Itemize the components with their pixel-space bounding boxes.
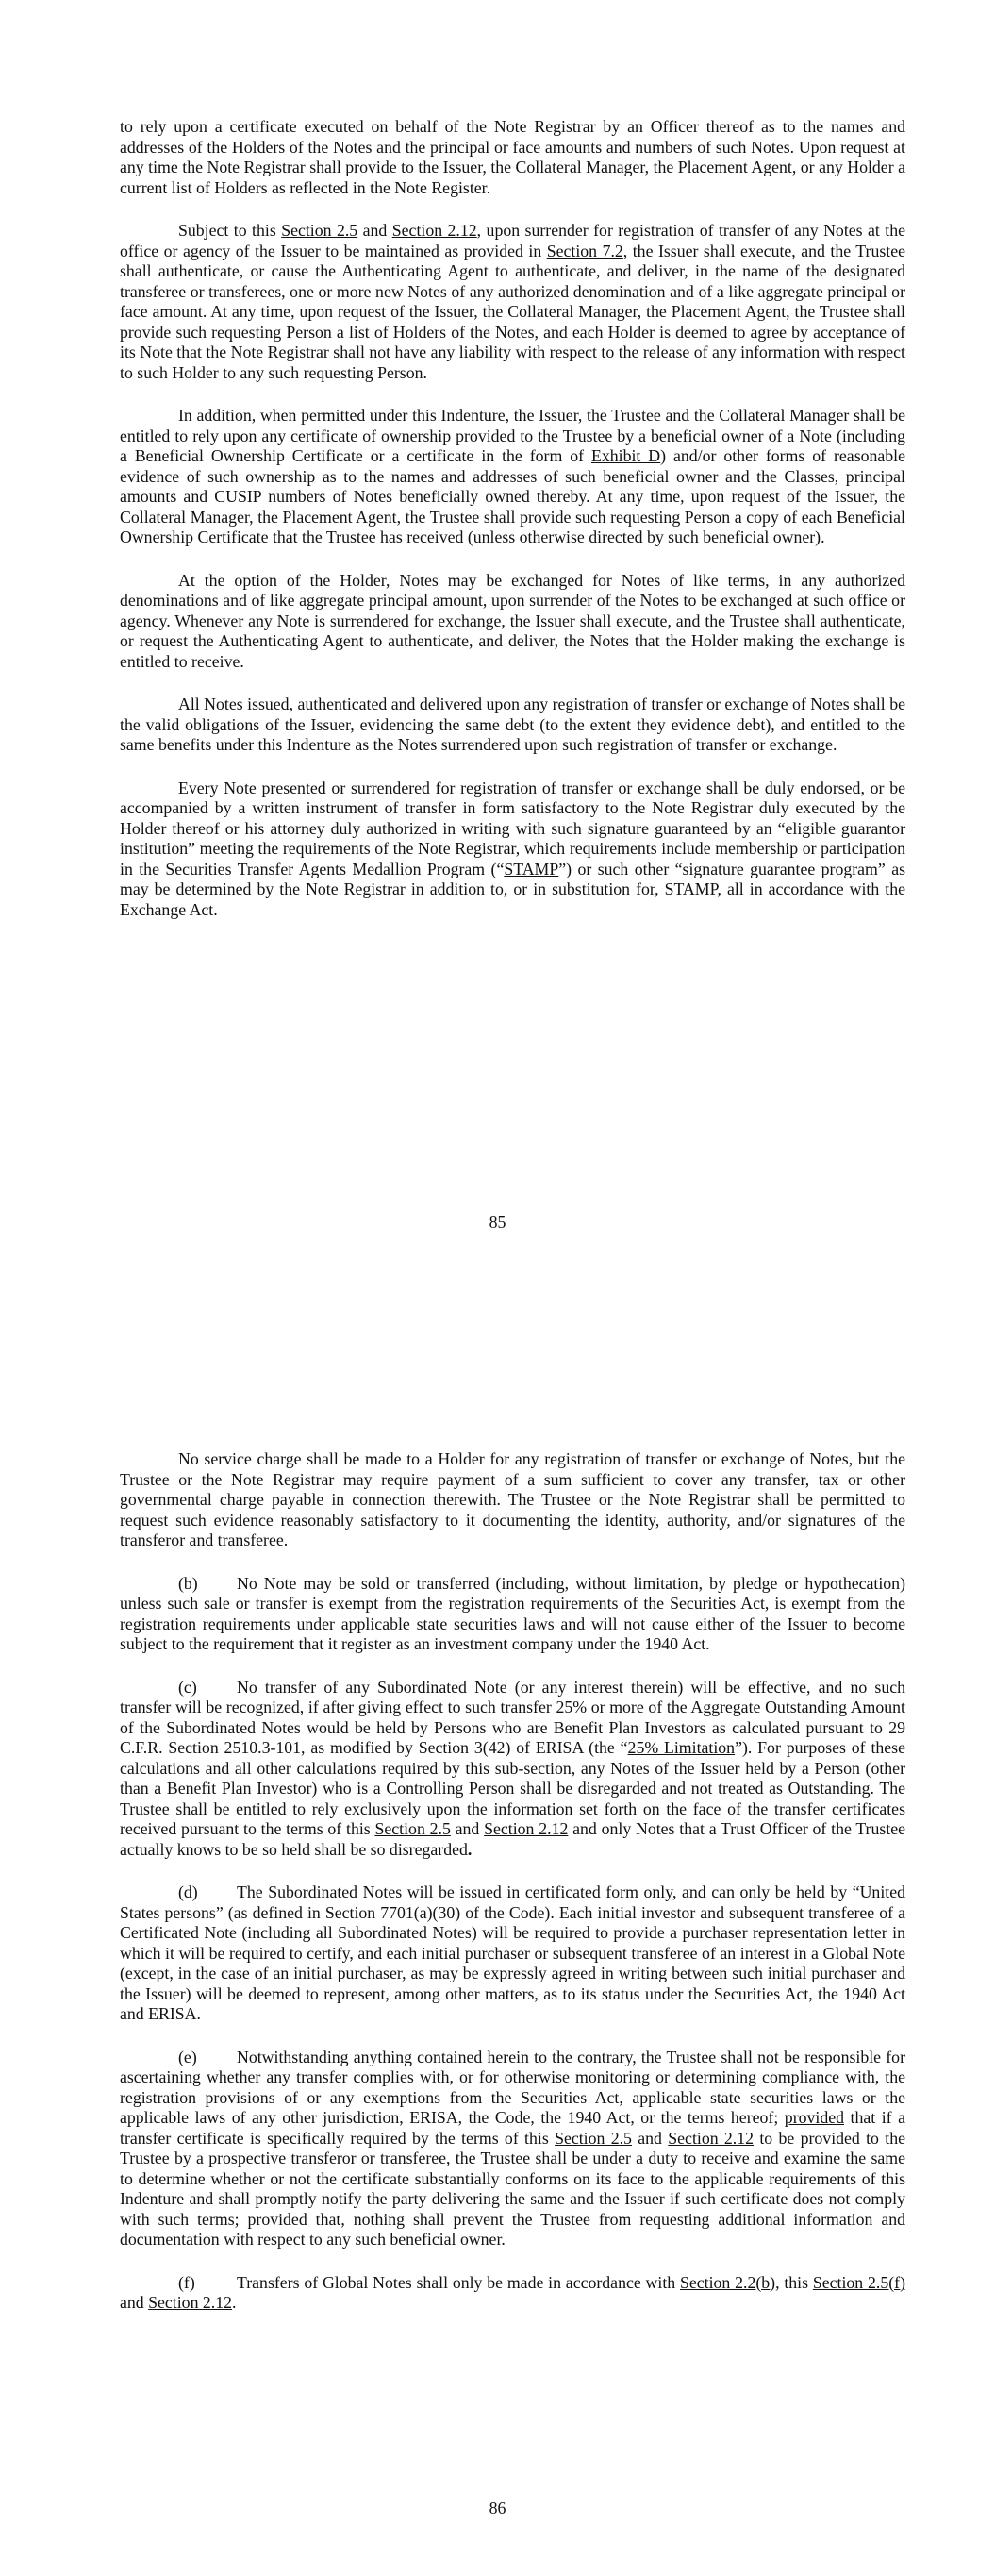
section-7-2-reference: Section 7.2 bbox=[546, 241, 623, 260]
stamp-term: STAMP bbox=[504, 859, 559, 878]
clause-c: (c) No transfer of any Subordinated Note (or any interest therein) will be effective, and no such transfer will be recognized, if after giving effect to such transfer 25% or more of the Aggregate Outstanding Amount of the Subordinated Notes would be held by Persons who are Benefit Plan Investors as calculated pursuant to 29 C.F.R. Section 2510.3-101, as modified by Section 3(42) of ERISA (the “25% Limitation”). For purposes of these calculations and all other calculations required by this sub-section, any Notes of the Issuer held by a Person (other than a Benefit Plan Investor) who is a Controlling Person shall be disregarded and not treated as Outstanding. The Trustee shall be entitled to rely exclusively upon the information set forth on the face of the transfer certificates received pursuant to the terms of this Section 2.5 and Section 2.12 and only Notes that a Trust Officer of the Trustee actually knows to be so held shall be so disregarded. bbox=[120, 1677, 906, 1859]
section-2-5-reference: Section 2.5 bbox=[374, 1819, 451, 1838]
clause-label: (c) bbox=[178, 1677, 197, 1697]
clause-f: (f) Transfers of Global Notes shall only be made in accordance with Section 2.2(b), this Section 2.5(f) and Section 2.12. bbox=[120, 2272, 905, 2312]
clause-label: (e) bbox=[178, 2047, 197, 2066]
paragraph-note-register-list: to rely upon a certificate executed on behalf of the Note Registrar by an Officer thereof as to the names and addresses of the Holders of the Notes and the principal or face amounts and numbers of such Notes. Upon request at any time the Note Registrar shall provide to the Issuer, the Collateral Manager, the Placement Agent, or any Holder a current list of Holders as reflected in the Note Register. bbox=[120, 117, 905, 197]
section-2-12-reference: Section 2.12 bbox=[484, 1819, 569, 1838]
paragraph-exchange-of-notes: At the option of the Holder, Notes may be exchanged for Notes of like terms, in any authorized denominations and of like aggregate principal amount, upon surrender of the Notes to be exchanged at such office or agency. Whenever any Note is surrendered for exchange, the Issuer shall execute, and the Trustee shall authenticate, or request the Authenticating Agent to authenticate, and deliver, the Notes that the Holder making the exchange is entitled to receive. bbox=[120, 570, 905, 671]
section-2-5-reference: Section 2.5 bbox=[281, 221, 358, 240]
paragraph-registration-of-transfer: Subject to this Section 2.5 and Section 2.12, upon surrender for registration of transfer of any Notes at the office or agency of the Issuer to be maintained as provided in Section 7.2, the Issuer shall execute, and the Trustee shall authenticate, or cause the Authenticating Agent to authenticate, and deliver, in the name of the designated transferee or transferees, one or more new Notes of any authorized denomination and of a like aggregate principal or face amount. At any time, upon request of the Issuer, the Collateral Manager, the Placement Agent, the Trustee shall provide such requesting Person a list of Holders of the Notes, and each Holder is deemed to agree by acceptance of its Note that the Note Registrar shall not have any liability with respect to the release of any information with respect to such Holder to any such requesting Person. bbox=[120, 221, 905, 382]
section-2-5-f-reference: Section 2.5(f) bbox=[812, 2272, 905, 2292]
limitation-term: 25% Limitation bbox=[627, 1738, 736, 1757]
page-number: 86 bbox=[489, 2499, 506, 2517]
section-2-12-reference: Section 2.12 bbox=[668, 2128, 755, 2148]
paragraph-certificate-of-ownership: In addition, when permitted under this Indenture, the Issuer, the Trustee and the Collateral Manager shall be entitled to rely upon any certificate of ownership provided to the Trustee by a beneficial owner of a Note (including a Beneficial Ownership Certificate or a certificate in the form of Exhibit D) and/or other forms of reasonable evidence of such ownership as to the names and addresses of such beneficial owner and the Classes, principal amounts and CUSIP numbers of Notes beneficially owned thereby. At any time, upon request of the Issuer, the Collateral Manager, the Placement Agent, the Trustee shall provide such requesting Person a copy of each Beneficial Ownership Certificate that the Trustee has received (unless otherwise directed by such beneficial owner). bbox=[120, 406, 906, 546]
document-page-86 bbox=[0, 1288, 995, 2576]
section-2-2-b-reference: Section 2.2(b) bbox=[679, 2272, 776, 2292]
section-2-12-reference: Section 2.12 bbox=[148, 2293, 233, 2312]
clause-d: (d) The Subordinated Notes will be issued in certificated form only, and can only be held by “United States persons” (as defined in Section 7701(a)(30) of the Code). Each initial investor and subsequent transferee of a Certificated Note (including all Subordinated Notes) will be required to provide a purchaser representation letter in which it will be required to certify, and each initial purchaser or subsequent transferee of an interest in a Global Note (except, in the case of an initial purchaser, as may be expressly agreed in writing between such initial purchaser and the Issuer) will be deemed to represent, among other matters, as to its status under the Securities Act, the 1940 Act and ERISA. bbox=[120, 1882, 905, 2023]
clause-label: (b) bbox=[178, 1573, 198, 1593]
provided-term: provided bbox=[784, 2108, 845, 2127]
paragraph-service-charge: No service charge shall be made to a Holder for any registration of transfer or exchange of Notes, but the Trustee or the Note Registrar may require payment of a sum sufficient to cover any transfer, tax or other governmental charge payable in connection therewith. The Trustee or the Note Registrar shall be permitted to request such evidence reasonably satisfactory to it documenting the identity, authority, and/or signatures of the transferor and transferee. bbox=[120, 1449, 905, 1549]
section-2-12-reference: Section 2.12 bbox=[391, 221, 477, 240]
section-2-5-reference: Section 2.5 bbox=[555, 2128, 632, 2148]
clause-b: (b) No Note may be sold or transferred (including, without limitation, by pledge or hypothecation) unless such sale or transfer is exempt from the registration requirements of the Securities Act, is exempt from the registration requirements under applicable state securities laws and will not cause either of the Issuer to become subject to the requirement that it register as an investment company under the 1940 Act. bbox=[120, 1573, 905, 1653]
page-body bbox=[120, 117, 905, 943]
page-number: 85 bbox=[489, 1213, 506, 1231]
paragraph-duly-endorsed: Every Note presented or surrendered for registration of transfer or exchange shall be duly endorsed, or be accompanied by a written instrument of transfer in form satisfactory to the Note Registrar duly executed by the Holder thereof or his attorney duly authorized in writing with such signature guaranteed by an “eligible guarantor institution” meeting the requirements of the Note Registrar, which requirements include membership or participation in the Securities Transfer Agents Medallion Program (“STAMP”) or such other “signature guarantee program” as may be determined by the Note Registrar in addition to, or in substitution for, STAMP, all in accordance with the Exchange Act. bbox=[120, 778, 906, 919]
paragraph-valid-obligations: All Notes issued, authenticated and delivered upon any registration of transfer or exchange of Notes shall be the valid obligations of the Issuer, evidencing the same debt (to the extent they evidence debt), and entitled to the same benefits under this Indenture as the Notes surrendered upon such registration of transfer or exchange. bbox=[120, 694, 905, 754]
page-body bbox=[120, 1449, 905, 2336]
clause-label: (f) bbox=[178, 2272, 195, 2292]
clause-e: (e) Notwithstanding anything contained herein to the contrary, the Trustee shall not be responsible for ascertaining whether any transfer complies with, or for otherwise monitoring or determining compliance with, the registration provisions of or any exemptions from the Securities Act, applicable state securities laws or the applicable laws of any other jurisdiction, ERISA, the Code, the 1940 Act, or the terms hereof; provided that if a transfer certificate is specifically required by the terms of this Section 2.5 and Section 2.12 to be provided to the Trustee by a prospective transferor or transferee, the Trustee shall be under a duty to receive and examine the same to determine whether or not the certificate substantially conforms on its face to the applicable requirements of this Indenture and shall promptly notify the party delivering the same and the Issuer if such certificate does not comply with such terms; provided that, nothing shall prevent the Trustee from requesting additional information and documentation with respect to any such beneficial owner. bbox=[120, 2047, 905, 2249]
exhibit-d-reference: Exhibit D bbox=[591, 446, 661, 465]
clause-label: (d) bbox=[178, 1882, 198, 1901]
